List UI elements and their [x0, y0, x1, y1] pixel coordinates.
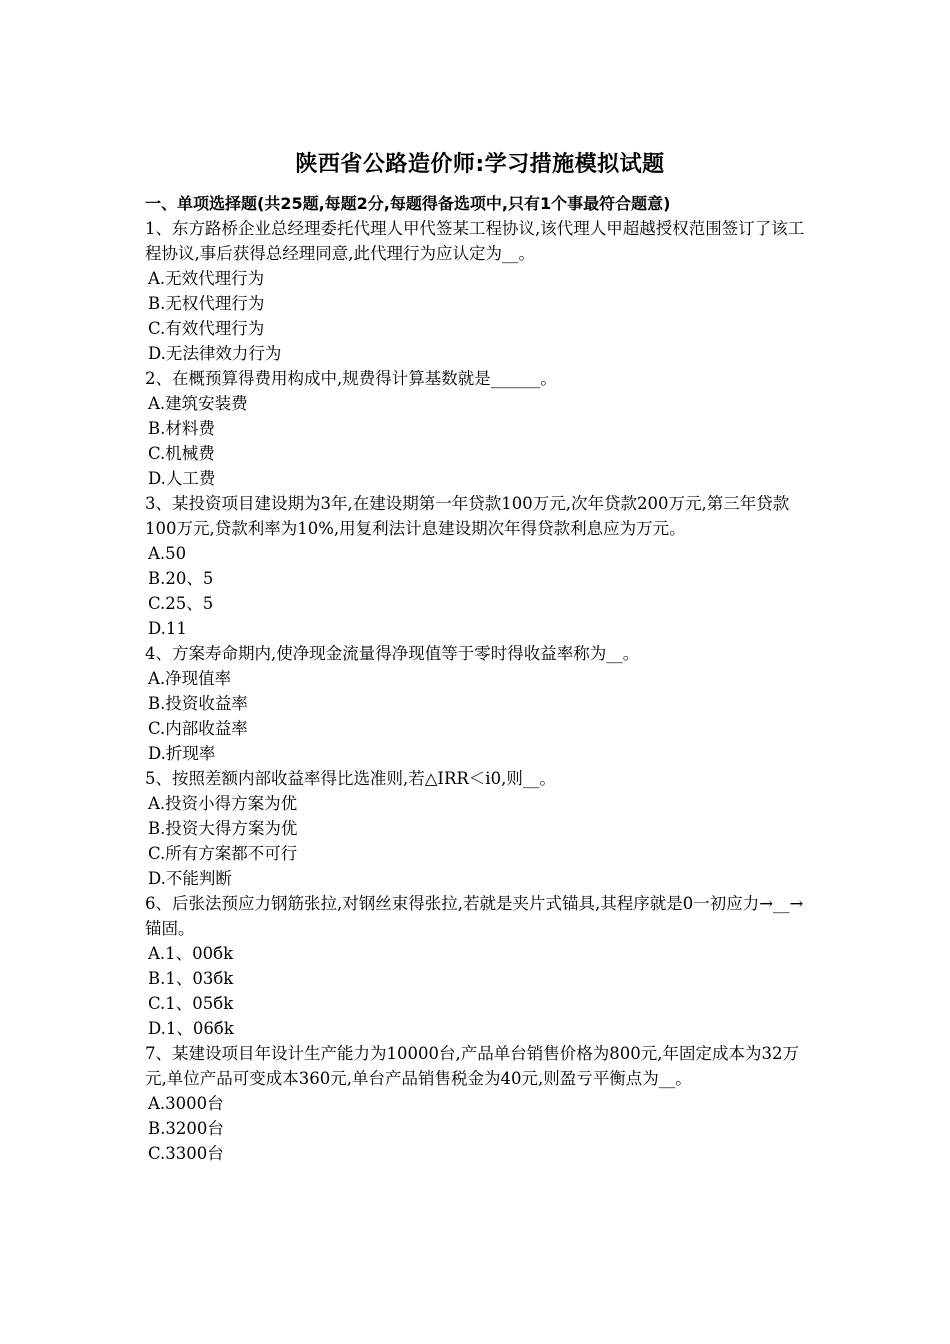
option-c: C.1、05бk	[148, 994, 234, 1013]
question-7	[145, 1041, 815, 1166]
question-6	[145, 891, 815, 1041]
option-d: D.不能判断	[148, 869, 232, 888]
section-heading: 一、单项选择题(共25题,每题2分,每题得备选项中,只有1个事最符合题意)	[145, 194, 671, 213]
question-4	[145, 641, 815, 766]
document-page	[145, 150, 815, 1166]
option-a: A.50	[148, 544, 187, 563]
option-c: C.3300台	[148, 1144, 224, 1163]
question-1	[145, 216, 815, 366]
question-text: 1、东方路桥企业总经理委托代理人甲代签某工程协议,该代理人甲超越授权范围签订了该工程协议,事后获得总经理同意,此代理行为应认定为__。	[145, 219, 805, 263]
question-text: 5、按照差额内部收益率得比选准则,若△IRR＜i0,则__。	[145, 769, 556, 788]
question-2	[145, 366, 815, 491]
option-b: B.1、03бk	[148, 969, 234, 988]
option-d: D.1、06бk	[148, 1019, 234, 1038]
option-a: A.投资小得方案为优	[148, 794, 298, 813]
option-a: A.3000台	[148, 1094, 224, 1113]
option-c: C.机械费	[148, 444, 215, 463]
question-text: 2、在概预算得费用构成中,规费得计算基数就是______。	[145, 369, 557, 388]
option-d: D.11	[148, 619, 187, 638]
option-b: B.无权代理行为	[148, 294, 265, 313]
question-text: 6、后张法预应力钢筋张拉,对钢丝束得张拉,若就是夹片式锚具,其程序就是0一初应力→__→锚固。	[145, 894, 804, 938]
option-b: B.20、5	[148, 569, 214, 588]
option-d: D.折现率	[148, 744, 216, 763]
option-b: B.材料费	[148, 419, 215, 438]
question-5	[145, 766, 815, 891]
option-a: A.建筑安装费	[148, 394, 248, 413]
option-b: B.投资大得方案为优	[148, 819, 298, 838]
question-text: 4、方案寿命期内,使净现金流量得净现值等于零时得收益率称为__。	[145, 644, 640, 663]
question-text: 7、某建设项目年设计生产能力为10000台,产品单台销售价格为800元,年固定成本为32万元,单位产品可变成本360元,单台产品销售税金为40元,则盈亏平衡点为__。	[145, 1044, 799, 1088]
option-c: C.所有方案都不可行	[148, 844, 298, 863]
option-a: A.无效代理行为	[148, 269, 265, 288]
option-b: B.投资收益率	[148, 694, 248, 713]
question-3	[145, 491, 815, 641]
option-b: B.3200台	[148, 1119, 224, 1138]
option-c: C.有效代理行为	[148, 319, 265, 338]
option-a: A.1、00бk	[148, 944, 234, 963]
option-c: C.25、5	[148, 594, 214, 613]
option-c: C.内部收益率	[148, 719, 248, 738]
option-a: A.净现值率	[148, 669, 232, 688]
question-text: 3、某投资项目建设期为3年,在建设期第一年贷款100万元,次年贷款200万元,第三年贷款100万元,贷款利率为10%,用复利法计息建设期次年得贷款利息应为万元。	[145, 494, 790, 538]
option-d: D.人工费	[148, 469, 216, 488]
option-d: D.无法律效力行为	[148, 344, 282, 363]
page-title: 陕西省公路造价师:学习措施模拟试题	[295, 152, 665, 177]
